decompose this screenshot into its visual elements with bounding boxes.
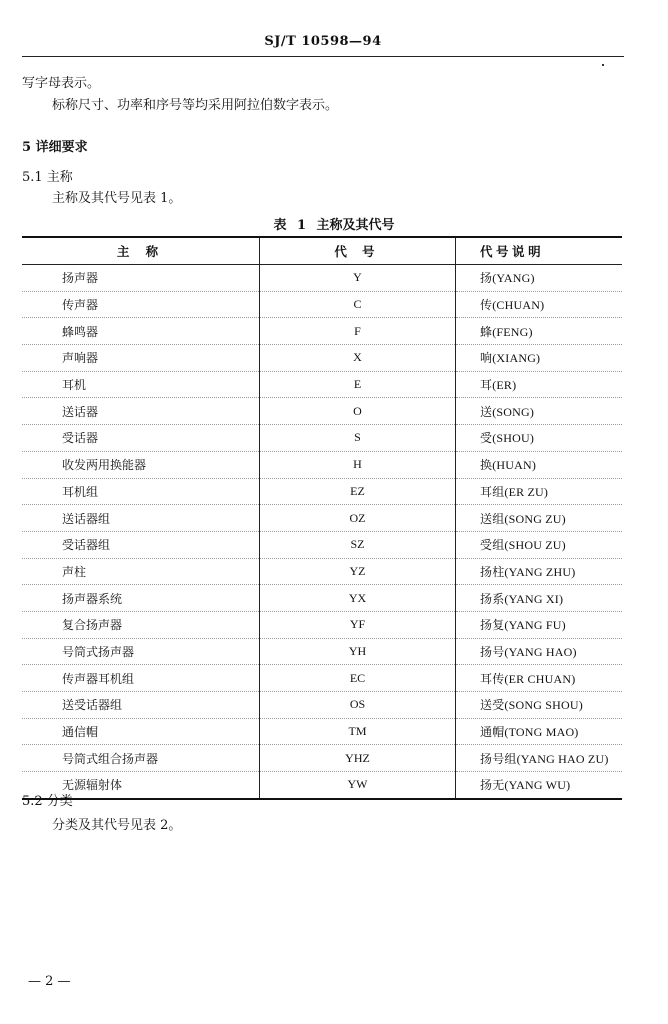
row-code: YH [260, 638, 456, 665]
row-code: TM [260, 718, 456, 745]
row-code: YW [260, 772, 456, 799]
row-name: 送受话器组 [22, 692, 260, 719]
table-row [22, 692, 622, 719]
table-row [22, 665, 622, 692]
table-1 [22, 236, 622, 800]
row-name: 声响器 [22, 345, 260, 372]
intro-line-1: 写字母表示。 [22, 76, 101, 91]
table-row [22, 425, 622, 452]
row-name: 耳机 [22, 371, 260, 398]
row-code: Y [260, 265, 456, 292]
row-code: O [260, 398, 456, 425]
table-row [22, 611, 622, 638]
row-description: 扬无(YANG WU) [456, 772, 623, 799]
table-row [22, 451, 622, 478]
row-name: 号筒式组合扬声器 [22, 745, 260, 772]
header-description: 代 号 说 明 [456, 237, 623, 265]
row-code: E [260, 371, 456, 398]
header-name: 主 称 [22, 237, 260, 265]
row-description: 扬号(YANG HAO) [456, 638, 623, 665]
row-description: 响(XIANG) [456, 345, 623, 372]
table-row [22, 718, 622, 745]
row-code: X [260, 345, 456, 372]
document-header: SJ/T 10598—94 [264, 34, 382, 49]
row-name: 无源辐射体 [22, 772, 260, 799]
row-code: EZ [260, 478, 456, 505]
row-name: 蜂鸣器 [22, 318, 260, 345]
row-description: 扬复(YANG FU) [456, 611, 623, 638]
table-1-caption: 表 1 主称及其代号 [273, 218, 395, 233]
row-name: 通信帽 [22, 718, 260, 745]
section-5-title: 5 详细要求 [22, 140, 88, 155]
row-description: 扬号组(YANG HAO ZU) [456, 745, 623, 772]
row-code: H [260, 451, 456, 478]
table-row [22, 772, 622, 799]
table-row [22, 505, 622, 532]
table-row [22, 265, 622, 292]
row-name: 传声器 [22, 291, 260, 318]
table-row [22, 558, 622, 585]
table-row [22, 531, 622, 558]
row-code: F [260, 318, 456, 345]
row-name: 送话器 [22, 398, 260, 425]
row-name: 扬声器系统 [22, 585, 260, 612]
row-description: 耳组(ER ZU) [456, 478, 623, 505]
table-row [22, 585, 622, 612]
row-name: 声柱 [22, 558, 260, 585]
row-description: 送(SONG) [456, 398, 623, 425]
table-row [22, 478, 622, 505]
row-description: 换(HUAN) [456, 451, 623, 478]
row-description: 送受(SONG SHOU) [456, 692, 623, 719]
scan-speck [602, 64, 604, 66]
row-name: 受话器组 [22, 531, 260, 558]
row-code: SZ [260, 531, 456, 558]
row-description: 耳(ER) [456, 371, 623, 398]
row-description: 扬柱(YANG ZHU) [456, 558, 623, 585]
intro-line-2: 标称尺寸、功率和序号等均采用阿拉伯数字表示。 [52, 98, 339, 113]
row-description: 扬系(YANG XI) [456, 585, 623, 612]
row-code: YZ [260, 558, 456, 585]
row-description: 传(CHUAN) [456, 291, 623, 318]
row-code: S [260, 425, 456, 452]
header-rule [22, 56, 624, 57]
row-description: 受组(SHOU ZU) [456, 531, 623, 558]
row-code: YHZ [260, 745, 456, 772]
row-name: 送话器组 [22, 505, 260, 532]
row-code: C [260, 291, 456, 318]
row-code: YX [260, 585, 456, 612]
header-code: 代 号 [260, 237, 456, 265]
row-name: 耳机组 [22, 478, 260, 505]
row-code: EC [260, 665, 456, 692]
row-name: 复合扬声器 [22, 611, 260, 638]
table-row [22, 371, 622, 398]
table-row [22, 398, 622, 425]
table-row [22, 291, 622, 318]
row-code: OZ [260, 505, 456, 532]
table-body [22, 265, 622, 799]
row-description: 扬(YANG) [456, 265, 623, 292]
row-description: 通帽(TONG MAO) [456, 718, 623, 745]
row-name: 号筒式扬声器 [22, 638, 260, 665]
row-description: 送组(SONG ZU) [456, 505, 623, 532]
table-row [22, 638, 622, 665]
section-5-1-title: 5.1 主称 [22, 170, 73, 185]
section-5-2-title: 5.2 分类 [22, 794, 73, 809]
section-5-1-text: 主称及其代号见表 1。 [52, 191, 182, 206]
table-row [22, 745, 622, 772]
table-row [22, 318, 622, 345]
row-name: 扬声器 [22, 265, 260, 292]
table-row [22, 345, 622, 372]
row-name: 受话器 [22, 425, 260, 452]
row-code: YF [260, 611, 456, 638]
row-description: 蜂(FENG) [456, 318, 623, 345]
row-name: 传声器耳机组 [22, 665, 260, 692]
row-code: OS [260, 692, 456, 719]
row-description: 受(SHOU) [456, 425, 623, 452]
row-description: 耳传(ER CHUAN) [456, 665, 623, 692]
page-number: — 2 — [28, 974, 71, 989]
row-name: 收发两用换能器 [22, 451, 260, 478]
section-5-2-text: 分类及其代号见表 2。 [52, 818, 182, 833]
table-header-row [22, 237, 622, 265]
